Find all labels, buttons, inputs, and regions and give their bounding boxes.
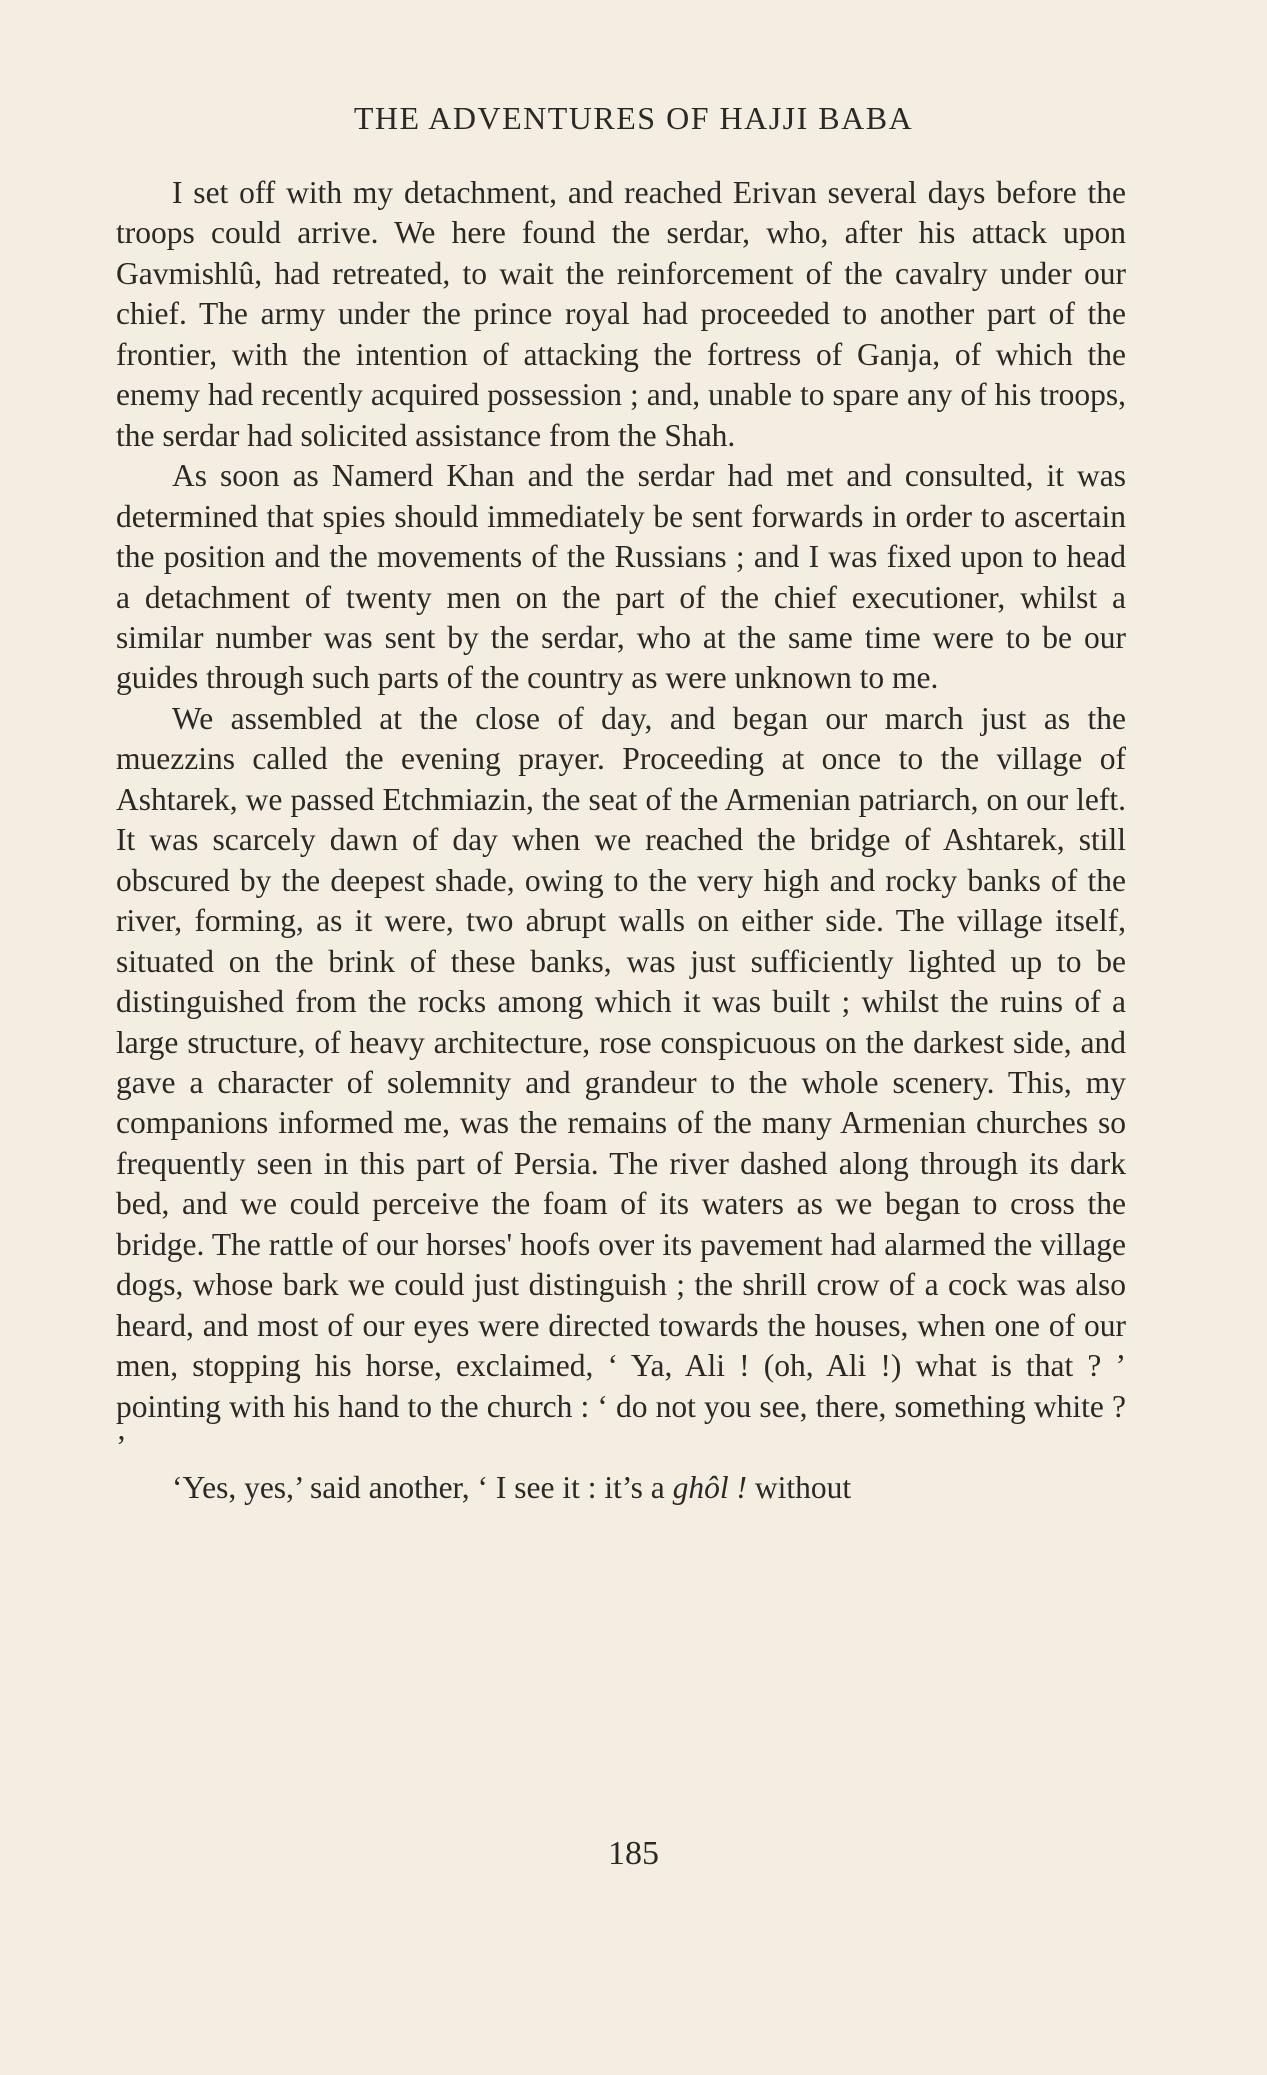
text-run: without xyxy=(746,1469,852,1505)
running-head: THE ADVENTURES OF HAJJI BABA xyxy=(353,100,914,136)
paragraph-last xyxy=(116,1468,1126,1508)
paragraph: I set off with my detachment, and reached Erivan several days before the troops could arrive. We here found the serdar, who, after his attack upon Gavmishlû, had retreated, to wait the reinforcement of the cavalry under our chief. The army under the prince royal had proceeded to another part of the frontier, with the intention of attacking the fortress of Ganja, of which the enemy had recently acquired possession ; and, unable to spare any of his troops, the serdar had solicited assistance from the Shah. xyxy=(116,175,1126,453)
paragraph: As soon as Namerd Khan and the serdar had met and consulted, it was determined that spies should immediately be sent forwards in order to ascertain the position and the movements of the Russians ; and I was fixed upon to head a detachment of twenty men on the part of the chief executioner, whilst a similar number was sent by the serdar, who at the same time were to be our guides through such parts of the country as were unknown to me. xyxy=(116,458,1126,696)
paragraph: We assembled at the close of day, and began our march just as the muezzins called the evening prayer. Proceeding at once to the village of Ashtarek, we passed Etchmiazin, the seat of the Armenian patriarch, on our left. It was scarcely dawn of day when we reached the bridge of Ashtarek, still obscured by the deepest shade, owing to the very high and rocky banks of the river, forming, as it were, two abrupt walls on either side. The village itself, situated on the brink of these banks, was just sufficiently lighted up to be distinguished from the rocks among which it was built ; whilst the ruins of a large structure, of heavy architecture, rose conspicuous on the darkest side, and gave a character of solemnity and grandeur to the whole scenery. This, my companions informed me, was the remains of the many Armenian churches so frequently seen in this part of Persia. The river dashed along through its dark bed, and we could perceive the foam of its waters as we began to cross the bridge. The rattle of our horses' hoofs over its pavement had alarmed the village dogs, whose bark we could just distinguish ; the shrill crow of a cock was also heard, and most of our eyes were directed towards the houses, when one of our men, stopping his horse, exclaimed, ‘ Ya, Ali ! (oh, Ali !) what is that ? ’ pointing with his hand to the church : ‘ do not you see, there, something white ? ’ xyxy=(116,700,1126,1465)
text-run: ‘Yes, yes,’ said another, ‘ I see it : it’s a xyxy=(172,1469,673,1505)
page-number: 185 xyxy=(608,1835,659,1872)
body-text xyxy=(116,173,1126,1508)
italic-word: ghôl ! xyxy=(672,1469,747,1505)
